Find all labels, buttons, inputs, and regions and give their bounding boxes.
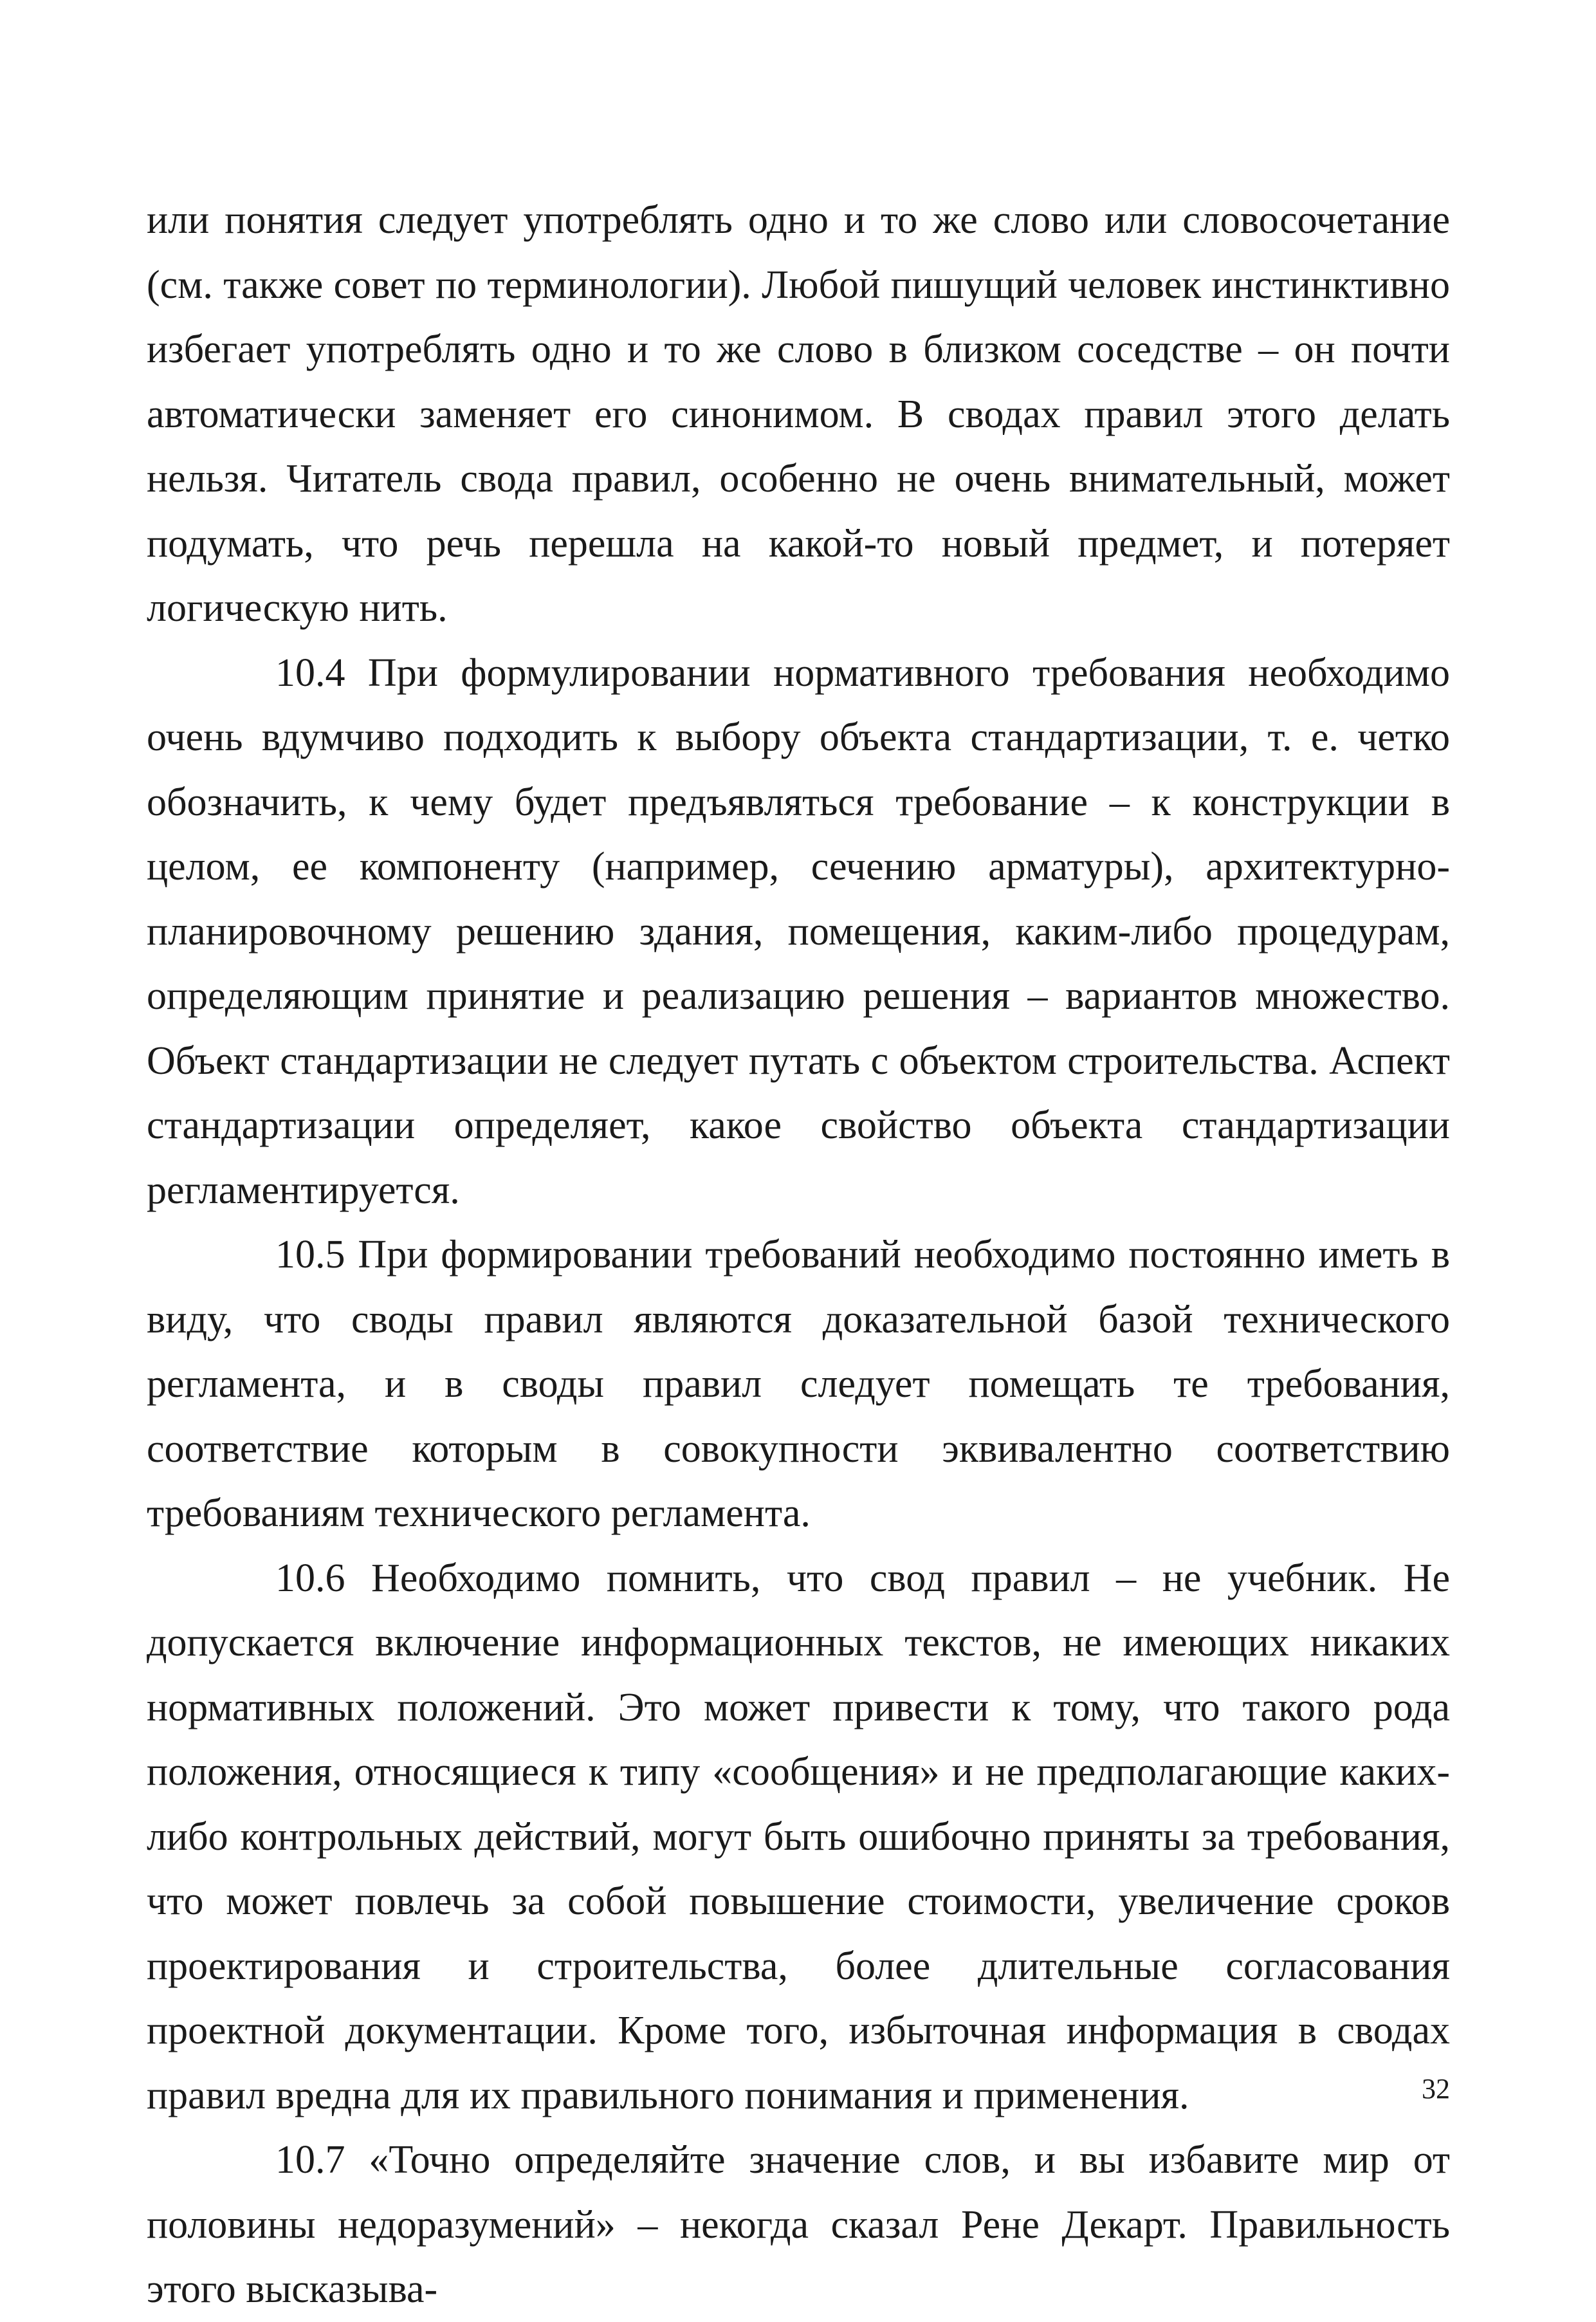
paragraph-10-6: 10.6 Необходимо помнить, что свод правил – не учебник. Не допускается включение информационных текстов, не имеющих никаких нормативных положений. Это может привести к тому, что такого рода положения, относящиеся к типу «сообщения» и не предполагающие каких-либо контрольных действий, могут быть ошибочно приняты за требования, что может повлечь за собой повышение стоимости, увеличение сроков проектирования и строительства, более длительные согласования проектной документации. Кроме того, избыточная информация в сводах правил вредна для их правильного понимания и применения. <box>147 1556 1450 2117</box>
paragraph-10-7: 10.7 «Точно определяйте значение слов, и вы избавите мир от половины недоразумений» – некогда сказал Рене Декарт. Правильность этого высказыва- <box>147 2138 1450 2311</box>
paragraph-continued: или понятия следует употреблять одно и то же слово или словосочетание (см. также совет по терминологии). Любой пишущий человек инстинктивно избегает употреблять одно и то же слово в близком соседстве – он почти автоматически заменяет его синонимом. В сводах правил этого делать нельзя. Читатель свода правил, особенно не очень внимательный, может подумать, что речь перешла на какой-то новый предмет, и потеряет логическую нить. <box>147 198 1450 630</box>
paragraph-10-5: 10.5 При формировании требований необходимо постоянно иметь в виду, что своды правил являются доказательной базой технического регламента, и в своды правил следует помещать те требования, соответствие которым в совокупности эквивалентно соответствию требованиям технического регламента. <box>147 1233 1450 1535</box>
text-body <box>147 188 1450 2322</box>
paragraph-10-4: 10.4 При формулировании нормативного требования необходимо очень вдумчиво подходить к выбору объекта стандартизации, т. е. четко обозначить, к чему будет предъявляться требование – к конструкции в целом, ее компоненту (например, сечению арматуры), архитектурно-планировочному решению здания, помещения, каким-либо процедурам, определяющим принятие и реализацию решения – вариантов множество. Объект стандартизации не следует путать с объектом строительства. Аспект стандартизации определяет, какое свойство объекта стандартизации регламентируется. <box>147 650 1450 1212</box>
page-number: 32 <box>1422 2073 1450 2105</box>
